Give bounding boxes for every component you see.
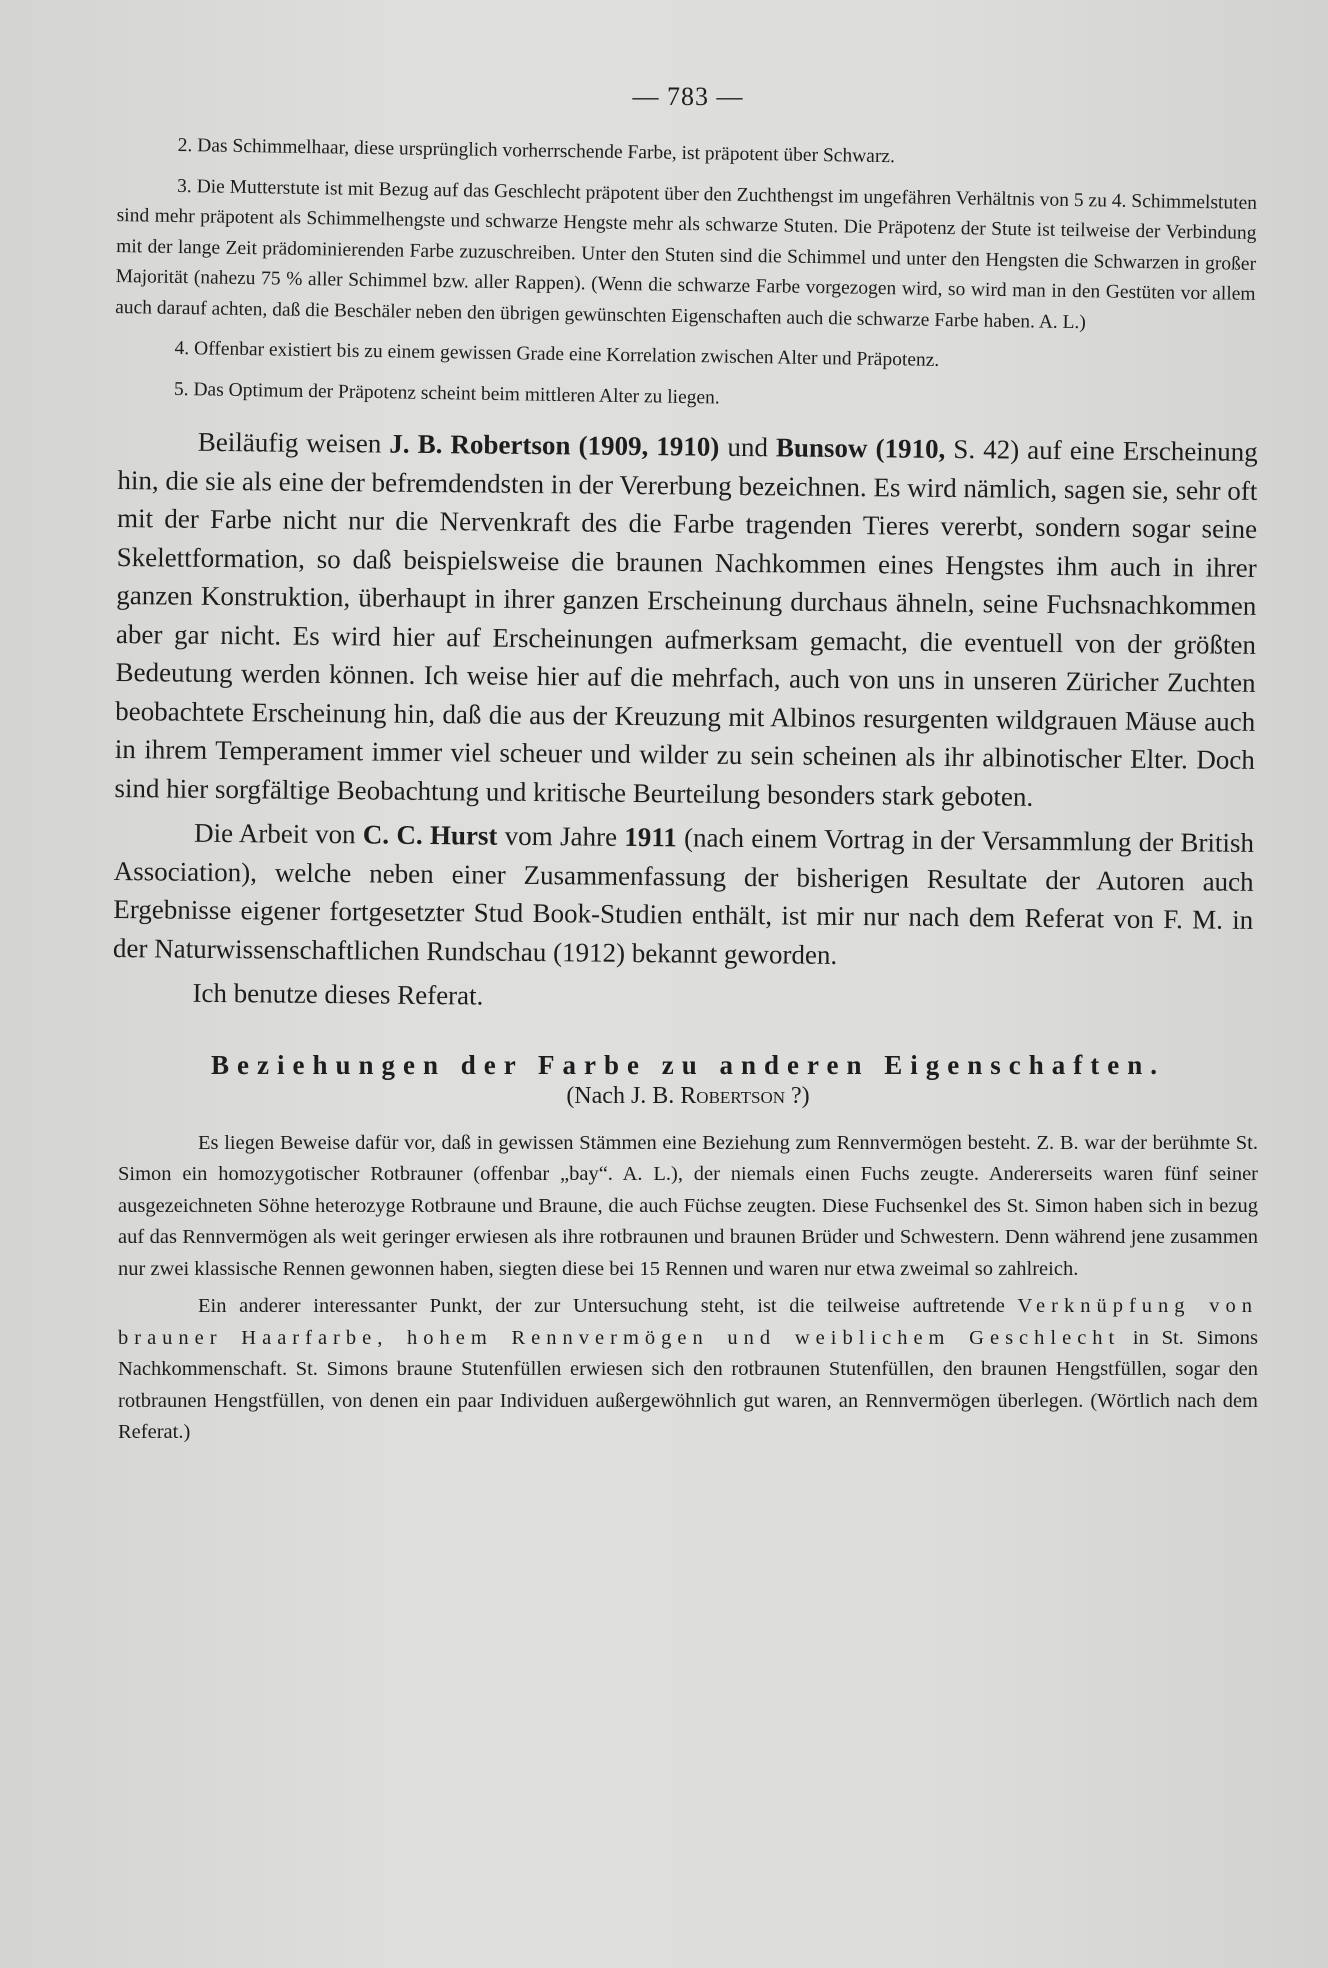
paragraph-referat: Ich benutze dieses Referat. — [192, 977, 484, 1011]
page-number: — 783 — — [632, 82, 744, 111]
referat-paragraph-linkage: Ein anderer interessanter Punkt, der zur Untersuchung steht, ist die teilweise auftretende Verknüpfung von brauner Haarfarbe, hohem Rennvermögen und weiblichem Geschlecht in St. Simons Nachkommenschaft. St. Simons braune Stutenfüllen erwiesen sich den rotbraunen Stutenfüllen, den braunen Hengstfüllen, sogar den rotbraunen Hengstfüllen, von denen ein paar Individuen außergewöhnlich gut waren, an Rennvermögen überlegen. (Wörtlich nach dem Referat.) — [118, 1295, 1258, 1443]
author-citation: J. B. Robertson (1909, 1910) — [389, 428, 720, 462]
list-item-number: 5. — [173, 378, 189, 400]
list-item-number: 2. — [177, 134, 193, 157]
list-item-text: Offenbar existiert bis zu einem gewissen Grade eine Korrelation zwischen Alter und Präpotenz. — [193, 338, 940, 371]
emphasized-phrase: Verknüpfung von brauner Haarfarbe, hohem Rennvermögen und weiblichem Geschlecht — [118, 1295, 1258, 1349]
year-citation: 1911 — [624, 821, 677, 853]
list-item — [114, 333, 1254, 381]
author-citation: Bunsow (1910, — [775, 432, 946, 464]
list-item — [115, 170, 1257, 340]
list-item-text: Die Mutterstute ist mit Bezug auf das Geschlecht präpotent über den Zuchthengst im ungefähren Verhältnis von 5 zu 4. Schimmelstuten sind mehr präpotent als Schimmelhengste und schwarze Hengste mehr als schwarze Stuten. Die Präpotenz der Stute ist teilweise der Verbindung mit der lange Zeit prädominierenden Farbe zuzuschreiben. Unter den Stuten sind die Schimmel und unter den Hengsten die Schwarzen in großer Majorität (nahezu 75 % aller Schimmel bzw. aller Rappen). (Wenn die schwarze Farbe vorgezogen wird, so wird man in den Gestüten vor allem auch darauf achten, daß die Beschäler neben den übrigen gewünschten Eigenschaften auch die schwarze Farbe haben. A. L.) — [115, 175, 1258, 333]
author-citation: C. C. Hurst — [362, 819, 498, 851]
list-item-number: 4. — [174, 337, 190, 360]
paragraph-hurst: Die Arbeit von C. C. Hurst vom Jahre 1911 (nach einem Vortrag in der Versammlung der British Association), welche neben einer Zusammenfassung der bisherigen Resultate der Autoren auch Ergebnisse eigener fortgesetzter Stud Book-Studien enthält, ist mir nur nach dem Referat von F. M. in der Naturwissenschaftlichen Rundschau (1912) bekannt geworden. — [112, 817, 1255, 970]
main-text — [112, 422, 1258, 1022]
numbered-list — [114, 130, 1258, 422]
list-item — [118, 130, 1258, 178]
list-item-text: Das Schimmelhaar, diese ursprünglich vorherrschende Farbe, ist präpotent über Schwarz. — [197, 135, 896, 168]
section-heading: Beziehungen der Farbe zu anderen Eigenschaften. — [211, 1049, 1165, 1080]
list-item — [114, 373, 1254, 421]
quoted-referat — [118, 1128, 1258, 1449]
list-item-number: 3. — [176, 175, 192, 197]
referat-paragraph-st-simon: Es liegen Beweise dafür vor, daß in gewissen Stämmen eine Beziehung zum Rennvermögen besteht. Z. B. war der berühmte St. Simon ein homozygotischer Rotbrauner (offenbar „bay“. A. L.), der niemals einen Fuchs zeugte. Andererseits waren fünf seiner ausgezeichneten Söhne heterozyge Rotbraune und Braune, die auch Füchse zeugten. Diese Fuchsenkel des St. Simon haben sich in bezug auf das Rennvermögen als weit geringer erwiesen als ihre rotbraunen und braunen Brüder und Schwestern. Denn während jene zusammen nur zwei klassische Rennen gewonnen haben, siegten diese bei 15 Rennen und waren nur etwa zweimal so zahlreich. — [118, 1131, 1258, 1280]
list-item-text: Das Optimum der Präpotenz scheint beim mittleren Alter zu liegen. — [193, 378, 720, 408]
section-subheading: (Nach J. B. Robertson ?) — [566, 1082, 810, 1109]
paragraph-robertson-bunsow: Beiläufig weisen J. B. Robertson (1909, 1910) und Bunsow (1910, S. 42) auf eine Erscheinung hin, die sie als eine der befremdendsten in der Vererbung bezeichnen. Es wird nämlich, sagen sie, sehr oft mit der Farbe nicht nur die Nervenkraft des die Farbe tragenden Tieres vererbt, sondern sogar seine Skelettformation, so daß beispielsweise die braunen Nachkommen eines Hengstes ihm auch in ihrer ganzen Konstruktion, überhaupt in ihrer ganzen Erscheinung durchaus ähneln, seine Fuchsnachkommen aber gar nicht. Es wird hier auf Erscheinungen aufmerksam gemacht, die eventuell von der größten Bedeutung werden können. Ich weise hier auf die mehrfach, auch von uns in unseren Züricher Zuchten beobachtete Erscheinung hin, daß die aus der Kreuzung mit Albinos resurgenten wildgrauen Mäuse auch in ihrem Temperament immer viel scheuer und wilder zu sein scheinen als ihr albinotischer Elter. Doch sind hier sorgfältige Beobachtung und kritische Beurteilung besonders stark geboten. — [114, 426, 1258, 812]
